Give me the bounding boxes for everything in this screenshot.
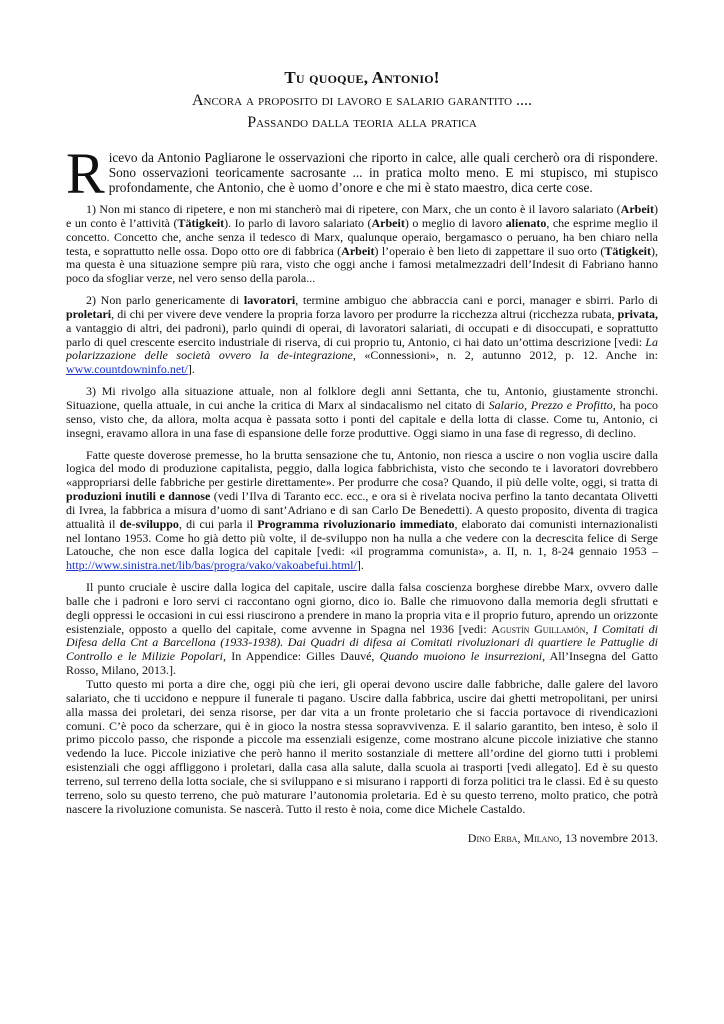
bold-term: privata,	[617, 306, 658, 321]
italic-title: Salario, Prezzo e Profitto	[488, 397, 613, 412]
bold-term: produzioni inutili e dannose	[66, 489, 211, 504]
bold-term: Tätigkeit	[177, 215, 225, 230]
intro-paragraph	[66, 141, 658, 206]
countdowninfo-link[interactable]: www.countdowninfo.net/	[66, 362, 188, 377]
bold-term: de-sviluppo	[119, 516, 179, 531]
text-run: ). Io parlo di lavoro salariato (	[224, 215, 372, 230]
italic-title: Quando muoiono le insurrezioni	[379, 649, 543, 664]
text-run: 2) Non parlo genericamente di	[86, 293, 244, 308]
paragraph-5	[66, 581, 658, 678]
paragraph-6	[66, 678, 658, 816]
text-run: , «Connessioni», n. 2, autunno 2012, p. 12. Anche in:	[352, 348, 659, 363]
bold-term: Programma rivoluzionario immediato	[257, 516, 455, 531]
text-run: Tutto questo mi porta a dire che, oggi più che ieri, gli operai devono uscire dalle fabbriche, dalle galere del lavoro salariato, che ti uccidono e neppure il funerale ti pagano. Uscire dalla fabbrica, uscire dai ghetti metropolitani, per unirsi alla massa dei proletari, dei senza risorse, per dar vita a un fronte proletario che si faccia portavoce di rivendicazioni comuni. C’è poco da scherzare, qui è in gioco la nostra stessa sopravvivenza. E il salario garantito, ben inteso, è solo il primo piccolo passo, che risponde a piccole ma essenziali esigenze, come mostrano alcune piccole iniziative che stanno vedendo la luce. Piccole iniziative che però hanno il merito sostanziale di mettere all’ordine del giorno tutti i problemi esistenziali che oggi affliggono i proletari, dalla casa alla salute, dalla scuola ai trasporti [vedi allegato]. Ed è su questo terreno, sul terreno della lotta sociale, che si sviluppano e si misurano i rapporti di forza politici tra le classi. Ed è su questo terreno, solo su questo terreno, che può maturare l’autonomia proletaria. Ed è su questo terreno, molto pratico, che potrà nascere la rivoluzione comunista. Se nascerà. Tutto il resto è noia, come dice Michele Castaldo.	[66, 677, 658, 816]
author-name: Agustín Guillamón	[491, 621, 586, 636]
text-run: , elaborato dai comunisti internazionalisti nel lontano 1953. Come ho già detto più volte, il de-sviluppo non ha nulla a che vedere con la decrescita felice di Serge Latouche, che non esce dalla logica del capitale [vedi: «il programma comunista», a. II, n. 1, 8-24 gennaio 1953 –	[66, 516, 658, 559]
subtitle-line-2: Passando dalla teoria alla pratica	[247, 114, 477, 131]
signature: Dino Erba, Milano, 13 novembre 2013.	[467, 831, 658, 846]
signature-author: Dino Erba	[467, 831, 518, 846]
bold-term: proletari	[66, 306, 112, 321]
sinistra-net-link[interactable]: http://www.sinistra.net/lib/bas/progra/vako/vakoabefui.html/	[66, 558, 357, 573]
italic-title: I Comitati di Difesa della Cnt a Barcellona (1933-1938). Dai Quadri di difesa ai Comitati rivoluzionari di quartiere le Pattuglie di Controllo e le Milizie Popolari,	[66, 621, 659, 664]
text-run: ) l’operaio è ben lieto di zappettare il suo orto (	[374, 243, 605, 258]
text-run: ) o meglio di lavoro	[404, 215, 506, 230]
text-run: Il punto cruciale è uscire dalla logica del capitale, uscire dalla falsa coscienza borghese direbbe Marx, ovvero dalle balle che i padroni e loro servi ci raccontano ogni giorno, dico io. Balle che rimuovono dalla memoria degli sfruttati e degli oppressi le occasioni in cui essi riuscirono a prendere in mano la propria vita e il proprio futuro, aprendo un orizzonte esistenziale, opposto a quello del capitale, come avvenne in Spagna nel 1936 [vedi:	[66, 580, 658, 636]
article-body	[66, 141, 659, 846]
text-run: , ha poco senso, visto che, da allora, molta acqua è passata sotto i ponti del capitale e della lotta di classe. Come tu, Antonio, ci insegni, eravamo allora in una fase di espansione delle forze produttive. Oggi siamo in una fase di regresso, di declino.	[66, 397, 659, 440]
paragraph-4	[66, 449, 658, 574]
text-run: ), ma questa è una situazione sempre più rara, visto che oggi anche i famosi metalmezzadri dell’Indesit di Fabriano hanno poco da sfogliar verze, nel vero senso della parola...	[66, 243, 658, 286]
text-run: 3) Mi rivolgo alla situazione attuale, non al folklore degli anni Settanta, che tu, Antonio, giustamente stronchi. Situazione, quella attuale, in cui anche la critica di Marx al sindacalismo nel citato di	[66, 384, 658, 412]
title-block	[60, 66, 664, 134]
main-title: Tu quoque, Antonio!	[284, 68, 440, 87]
text-run: ) e un conto è l’attività (	[66, 202, 658, 230]
bold-term: lavoratori	[243, 293, 296, 308]
text-run: ,	[585, 621, 594, 636]
subtitle-line-1: Ancora a proposito di lavoro e salario garantito ....	[191, 92, 533, 109]
text-run: , di cui parla il	[178, 516, 258, 531]
signature-date: 13 novembre 2013.	[565, 831, 658, 846]
text-run: ].	[356, 558, 364, 573]
bold-term: Arbeit	[371, 215, 405, 230]
text-run: , di chi per vivere deve vendere la propria forza lavoro per produrre la ricchezza altrui (ricchezza rubata,	[111, 306, 618, 321]
italic-title: La polarizzazione delle società ovvero la de-integrazione	[66, 334, 658, 363]
paragraph-1	[66, 203, 658, 286]
text-run: ].	[187, 362, 195, 377]
bold-term: Arbeit	[620, 202, 654, 216]
text-run: , termine ambiguo che abbraccia cani e porci, manager e sbirri. Parlo di	[295, 293, 658, 308]
paragraph-2	[66, 294, 658, 377]
text-run: , che esprime meglio il concetto. Concetto che, anche senza il tedesco di Marx, qualunque operaio, bergamasco o peruano, ha ben chiaro nella testa, e soprattutto nelle ossa. Dopo otto ore di fabbrica (	[66, 215, 659, 258]
text-run: a vantaggio di altri, dei padroni), parlo quindi di operai, di lavoratori salariati, di occupati e di disoccupati, e soprattutto parlo di quel crescente esercito industriale di riserva, di cui proprio tu, Antonio, ci hai dato un’ottima descrizione [vedi:	[66, 320, 658, 349]
bold-term: alienato	[505, 215, 547, 230]
intro-text: icevo da Antonio Pagliarone le osservazioni che riporto in calce, alle quali cercherò ora di rispondere. Sono osservazioni teoricamente sacrosante ... in pratica molto meno. E mi stupisco, mi stupisco profondamente, che Antonio, che è uomo d’onore e che mi è stato maestro, dica certe cose.	[108, 150, 658, 195]
bold-term: Arbeit	[341, 243, 375, 258]
signature-place: Milano	[523, 831, 560, 846]
bold-term: Tätigkeit	[604, 243, 651, 258]
drop-cap: R	[66, 141, 105, 206]
text-run: , All’Insegna del Gatto Rosso, Milano, 2013.].	[66, 649, 658, 678]
text-run: 1) Non mi stanco di ripetere, e non mi stancherò mai di ripetere, con Marx, che un conto è il lavoro salariato (	[86, 202, 621, 216]
text-run: In Appendice: Gilles Dauvé,	[226, 649, 380, 664]
paragraph-3	[66, 385, 658, 440]
text-run: Fatte queste doverose premesse, ho la brutta sensazione che tu, Antonio, non riesca a uscire o non voglia uscire dalla logica del modo di produzione capitalista, peggio, dalla logica fabbrichista, visto che secondo te i lavoratori dovrebbero «appropriarsi delle fabbriche per gestirle direttamente». Per produrre che cosa? Quando, il più delle volte, oggi, si tratta di	[66, 447, 658, 490]
text-run: (vedi l’Ilva di Taranto ecc. ecc., e ora si è rivelata nociva perfino la tanto decantata Olivetti di Ivrea, la fabbrica a misura d’uomo di sant’Adriano e di san Carlo De Benedetti). A questo proposito, diventa di tragica attualità il	[66, 489, 658, 531]
